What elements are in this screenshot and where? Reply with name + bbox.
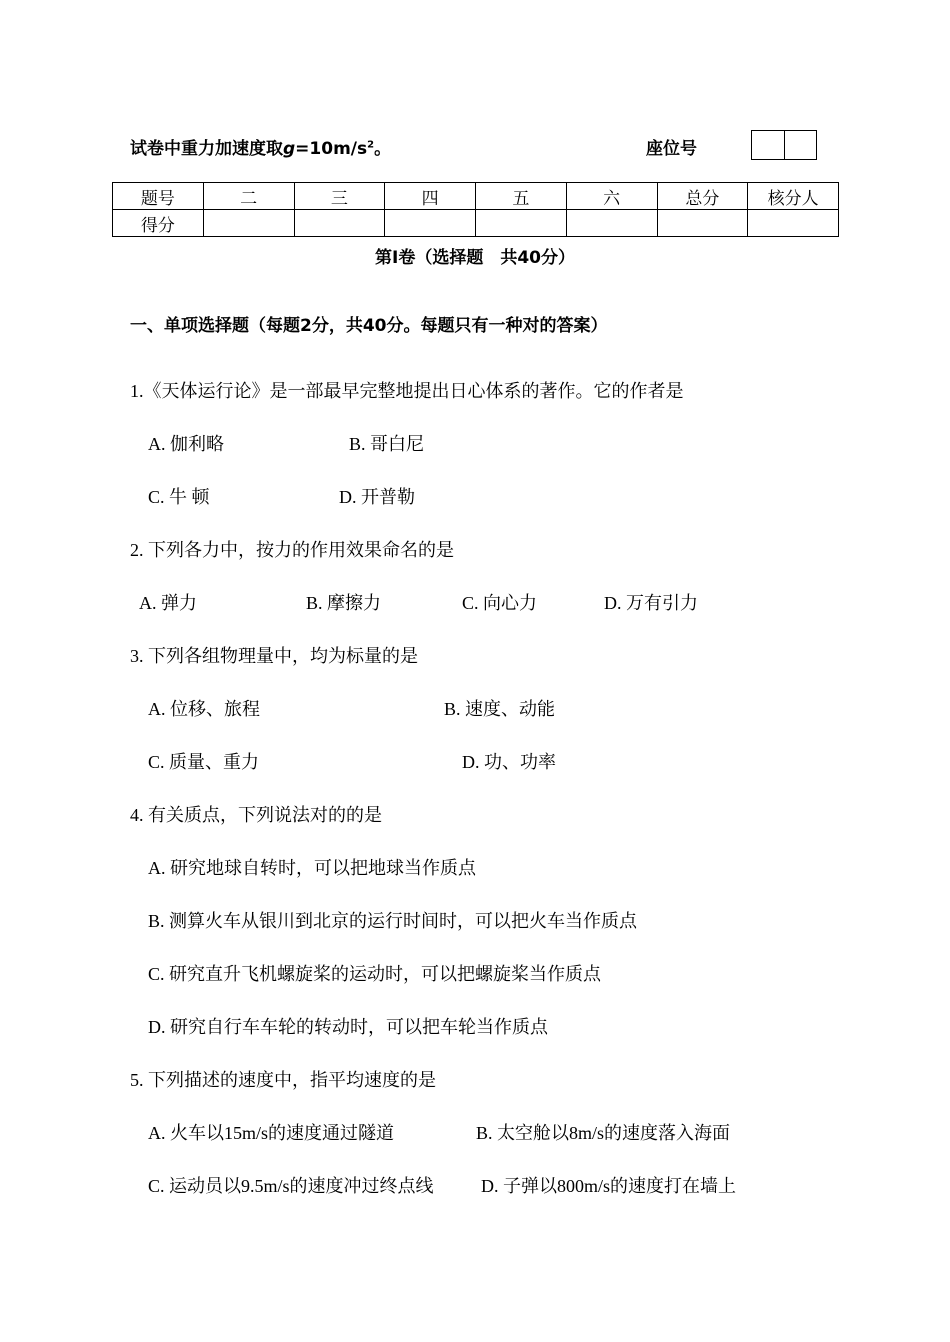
score-header-cell: 六 [566, 183, 657, 210]
question-option: B. 太空舱以8m/s的速度落入海面 [476, 1123, 731, 1143]
question-stem: 2. 下列各力中，按力的作用效果命名的是 [130, 540, 454, 560]
seat-number-label: 座位号 [646, 139, 697, 159]
score-table-header-row [113, 183, 839, 210]
question-option: C. 运动员以9.5m/s的速度冲过终点线 [148, 1176, 434, 1196]
score-header-cell: 核分人 [748, 183, 839, 210]
seat-digit-1[interactable] [752, 131, 784, 159]
question-option: A. 伽利略 [148, 434, 224, 454]
question-option: D. 研究自行车车轮的转动时，可以把车轮当作质点 [148, 1017, 548, 1037]
gravity-note-prefix: 试卷中重力加速度取 [130, 139, 283, 159]
question-option: B. 哥白尼 [349, 434, 425, 454]
score-cell[interactable] [748, 210, 839, 237]
question-option: D. 子弹以800m/s的速度打在墙上 [481, 1176, 737, 1196]
score-header-cell: 题号 [113, 183, 204, 210]
score-table [112, 182, 839, 237]
question-stem: 1.《天体运行论》是一部最早完整地提出日心体系的著作。它的作者是 [130, 381, 684, 401]
gravity-note [130, 134, 391, 159]
score-cell[interactable] [476, 210, 567, 237]
question-option: C. 质量、重力 [148, 752, 260, 772]
score-header-cell: 五 [476, 183, 567, 210]
score-cell[interactable] [385, 210, 476, 237]
score-cell[interactable] [657, 210, 748, 237]
question-option: A. 位移、旅程 [148, 699, 260, 719]
question-option: D. 万有引力 [604, 593, 698, 613]
question-option: A. 火车以15m/s的速度通过隧道 [148, 1123, 395, 1143]
score-header-cell: 总分 [657, 183, 748, 210]
question-option: A. 弹力 [139, 593, 197, 613]
score-cell[interactable] [566, 210, 657, 237]
question-option: C. 研究直升飞机螺旋桨的运动时，可以把螺旋桨当作质点 [148, 964, 602, 984]
question-option: A. 研究地球自转时，可以把地球当作质点 [148, 858, 476, 878]
seat-number-box[interactable] [751, 130, 817, 160]
section-title: 第Ⅰ卷（选择题 共40分） [375, 248, 575, 268]
question-stem: 4. 有关质点，下列说法对的的是 [130, 805, 382, 825]
score-table-score-row [113, 210, 839, 237]
question-option: D. 开普勒 [339, 487, 415, 507]
question-stem: 5. 下列描述的速度中，指平均速度的是 [130, 1070, 436, 1090]
question-option: D. 功、功率 [462, 752, 556, 772]
question-option: B. 速度、动能 [444, 699, 556, 719]
question-option: B. 摩擦力 [306, 593, 382, 613]
seat-digit-2[interactable] [784, 131, 817, 159]
score-cell[interactable] [294, 210, 385, 237]
score-header-cell: 三 [294, 183, 385, 210]
gravity-value: =10m/s [295, 139, 368, 159]
score-cell[interactable] [203, 210, 294, 237]
gravity-symbol: g [283, 139, 296, 159]
question-option: B. 测算火车从银川到北京的运行时间时，可以把火车当作质点 [148, 911, 638, 931]
gravity-note-suffix: 。 [374, 139, 392, 159]
question-option: C. 牛 顿 [148, 487, 210, 507]
gravity-exponent: 2 [367, 139, 375, 151]
question-stem: 3. 下列各组物理量中，均为标量的是 [130, 646, 418, 666]
score-row-label: 得分 [113, 210, 204, 237]
part-title: 一、单项选择题（每题2分，共40分。每题只有一种对的答案） [130, 316, 608, 336]
score-header-cell: 四 [385, 183, 476, 210]
question-option: C. 向心力 [462, 593, 538, 613]
score-header-cell: 二 [203, 183, 294, 210]
